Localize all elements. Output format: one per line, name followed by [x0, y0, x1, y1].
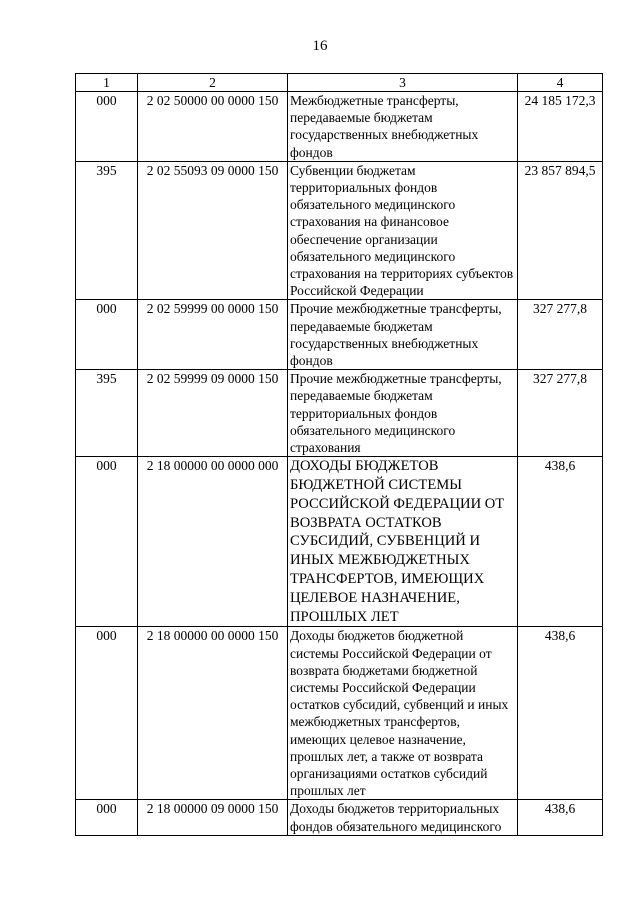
- admin-code-cell: 395: [76, 370, 138, 457]
- amount-cell: 438,6: [518, 457, 603, 627]
- column-header-4: 4: [518, 74, 603, 92]
- table-row: [76, 457, 603, 627]
- table-row: [76, 92, 603, 162]
- income-name-cell: Прочие межбюджетные трансферты, передаваемые бюджетам территориальных фондов обязательного медицинского страхования: [288, 370, 518, 457]
- page-number: 16: [312, 38, 328, 54]
- budget-code-cell: 2 02 50000 00 0000 150: [138, 92, 288, 162]
- income-name-cell: Доходы бюджетов бюджетной системы Российской Федерации от возврата бюджетами бюджетной системы Российской Федерации остатков субсидий, субвенций и иных межбюджетных трансфертов, имеющих целевое назначение, прошлых лет, а также от возврата организациями остатков субсидий прошлых лет: [288, 627, 518, 800]
- amount-cell: 438,6: [518, 800, 603, 835]
- income-name-cell: Субвенции бюджетам территориальных фондов обязательного медицинского страхования на финансовое обеспечение организации обязательного медицинского страхования на территориях субъектов Российской Федерации: [288, 161, 518, 300]
- budget-code-cell: 2 02 55093 09 0000 150: [138, 161, 288, 300]
- amount-cell: 327 277,8: [518, 300, 603, 370]
- income-name-cell: Прочие межбюджетные трансферты, передаваемые бюджетам государственных внебюджетных фондов: [288, 300, 518, 370]
- budget-code-cell: 2 02 59999 00 0000 150: [138, 300, 288, 370]
- table-row: [76, 370, 603, 457]
- amount-cell: 24 185 172,3: [518, 92, 603, 162]
- income-name-cell: Доходы бюджетов территориальных фондов обязательного медицинского: [288, 800, 518, 835]
- admin-code-cell: 000: [76, 800, 138, 835]
- budget-code-cell: 2 18 00000 00 0000 150: [138, 627, 288, 800]
- amount-cell: 327 277,8: [518, 370, 603, 457]
- table-row: [76, 161, 603, 300]
- income-name-cell: ДОХОДЫ БЮДЖЕТОВ БЮДЖЕТНОЙ СИСТЕМЫ РОССИЙСКОЙ ФЕДЕРАЦИИ ОТ ВОЗВРАТА ОСТАТКОВ СУБСИДИЙ, СУБВЕНЦИЙ И ИНЫХ МЕЖБЮДЖЕТНЫХ ТРАНСФЕРТОВ, ИМЕЮЩИХ ЦЕЛЕВОЕ НАЗНАЧЕНИЕ, ПРОШЛЫХ ЛЕТ: [288, 457, 518, 627]
- income-name-cell: Межбюджетные трансферты, передаваемые бюджетам государственных внебюджетных фондов: [288, 92, 518, 162]
- budget-code-cell: 2 18 00000 09 0000 150: [138, 800, 288, 835]
- column-header-2: 2: [138, 74, 288, 92]
- budget-code-cell: 2 02 59999 09 0000 150: [138, 370, 288, 457]
- column-header-3: 3: [288, 74, 518, 92]
- admin-code-cell: 000: [76, 457, 138, 627]
- column-header-1: 1: [76, 74, 138, 92]
- amount-cell: 438,6: [518, 627, 603, 800]
- budget-code-cell: 2 18 00000 00 0000 000: [138, 457, 288, 627]
- admin-code-cell: 395: [76, 161, 138, 300]
- table-row: [76, 300, 603, 370]
- amount-cell: 23 857 894,5: [518, 161, 603, 300]
- budget-revenue-table: [75, 73, 603, 836]
- table-header-row: [76, 74, 603, 92]
- admin-code-cell: 000: [76, 300, 138, 370]
- table-row: [76, 627, 603, 800]
- admin-code-cell: 000: [76, 92, 138, 162]
- table-row: [76, 800, 603, 835]
- admin-code-cell: 000: [76, 627, 138, 800]
